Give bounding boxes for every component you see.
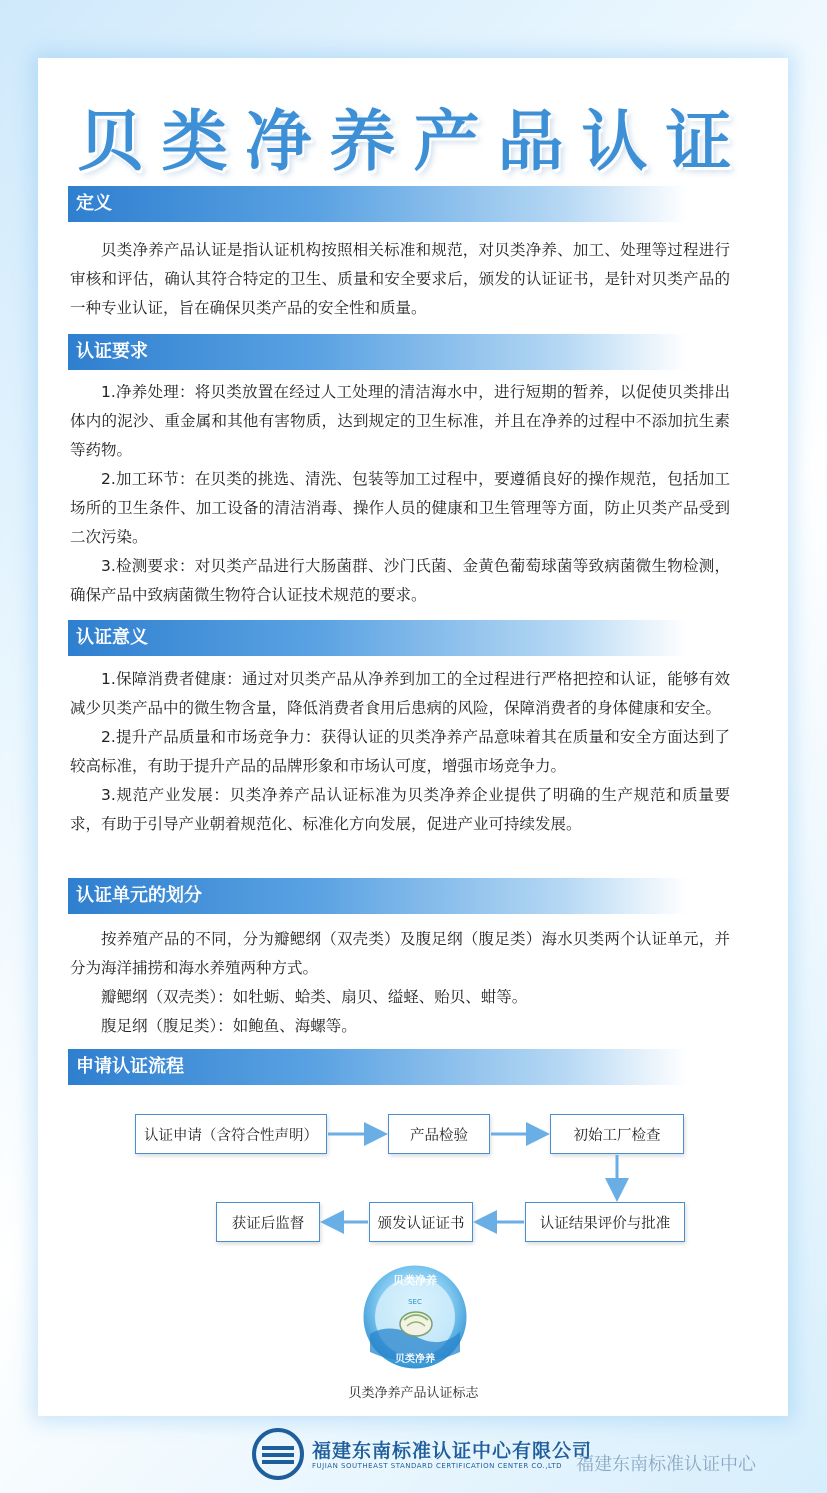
page-title: 贝类净养产品认证 bbox=[77, 103, 750, 180]
company-name: 福建东南标准认证中心有限公司 bbox=[312, 1440, 593, 1462]
company-logo-icon bbox=[252, 1428, 304, 1484]
paragraph: 3.规范产业发展：贝类净养产品认证标准为贝类净养企业提供了明确的生产规范和质量要求，有助于引导产业朝着规范化、标准化方向发展，促进产业可持续发展。 bbox=[70, 786, 730, 833]
flow-step-product-test: 产品检验 bbox=[388, 1114, 490, 1154]
shell-logo-icon bbox=[360, 1262, 470, 1372]
paragraph: 3.检测要求：对贝类产品进行大肠菌群、沙门氏菌、金黄色葡萄球菌等致病菌微生物检测，确保产品中致病菌微生物符合认证技术规范的要求。 bbox=[70, 557, 730, 604]
section-heading-requirements: 认证要求 bbox=[68, 334, 688, 370]
flow-step-application: 认证申请（含符合性声明） bbox=[135, 1114, 327, 1154]
flow-step-certificate: 颁发认证证书 bbox=[369, 1202, 473, 1242]
svg-text:SEC: SEC bbox=[408, 1298, 422, 1306]
svg-text:贝类净养: 贝类净养 bbox=[395, 1354, 435, 1365]
watermark: 福建东南标准认证中心 bbox=[576, 1454, 756, 1475]
paragraph: 2.加工环节：在贝类的挑选、清洗、包装等加工过程中，要遵循良好的操作规范，包括加工场所的卫生条件、加工设备的清洁消毒、操作人员的健康和卫生管理等方面，防止贝类产品受到二次污染。 bbox=[70, 470, 730, 546]
flow-step-evaluation: 认证结果评价与批准 bbox=[525, 1202, 685, 1242]
paragraph: 2.提升产品质量和市场竞争力：获得认证的贝类净养产品意味着其在质量和安全方面达到了较高标准，有助于提升产品的品牌形象和市场认可度，增强市场竞争力。 bbox=[70, 728, 730, 775]
flow-step-factory-inspection: 初始工厂检查 bbox=[550, 1114, 684, 1154]
paragraph: 腹足纲（腹足类）：如鲍鱼、海螺等。 bbox=[101, 1017, 357, 1035]
paragraph: 1.净养处理：将贝类放置在经过人工处理的清洁海水中，进行短期的暂养，以促使贝类排出体内的泥沙、重金属和其他有害物质，达到规定的卫生标准，并且在净养的过程中不添加抗生素等药物。 bbox=[70, 383, 730, 459]
paragraph: 贝类净养产品认证是指认证机构按照相关标准和规范，对贝类净养、加工、处理等过程进行审核和评估，确认其符合特定的卫生、质量和安全要求后，颁发的认证证书，是针对贝类产品的一种专业认证，旨在确保贝类产品的安全性和质量。 bbox=[70, 241, 730, 317]
paragraph: 1.保障消费者健康：通过对贝类产品从净养到加工的全过程进行严格把控和认证，能够有效减少贝类产品中的微生物含量，降低消费者食用后患病的风险，保障消费者的身体健康和安全。 bbox=[70, 670, 730, 717]
badge-caption: 贝类净养产品认证标志 bbox=[348, 1386, 479, 1401]
section-heading-process: 申请认证流程 bbox=[68, 1049, 688, 1085]
certification-badge bbox=[360, 1262, 470, 1372]
section-heading-significance: 认证意义 bbox=[68, 620, 688, 656]
paragraph: 按养殖产品的不同，分为瓣鳃纲（双壳类）及腹足纲（腹足类）海水贝类两个认证单元，并分为海洋捕捞和海水养殖两种方式。 bbox=[70, 930, 730, 977]
section-heading-definition: 定义 bbox=[68, 186, 688, 222]
paragraph: 瓣鳃纲（双壳类）：如牡蛎、蛤类、扇贝、缢蛏、贻贝、蚶等。 bbox=[101, 988, 528, 1006]
flow-step-surveillance: 获证后监督 bbox=[216, 1202, 320, 1242]
company-name-en: FUJIAN SOUTHEAST STANDARD CERTIFICATION CENTER CO.,LTD bbox=[312, 1462, 563, 1470]
svg-text:贝类净养: 贝类净养 bbox=[393, 1274, 437, 1287]
section-heading-units: 认证单元的划分 bbox=[68, 878, 688, 914]
